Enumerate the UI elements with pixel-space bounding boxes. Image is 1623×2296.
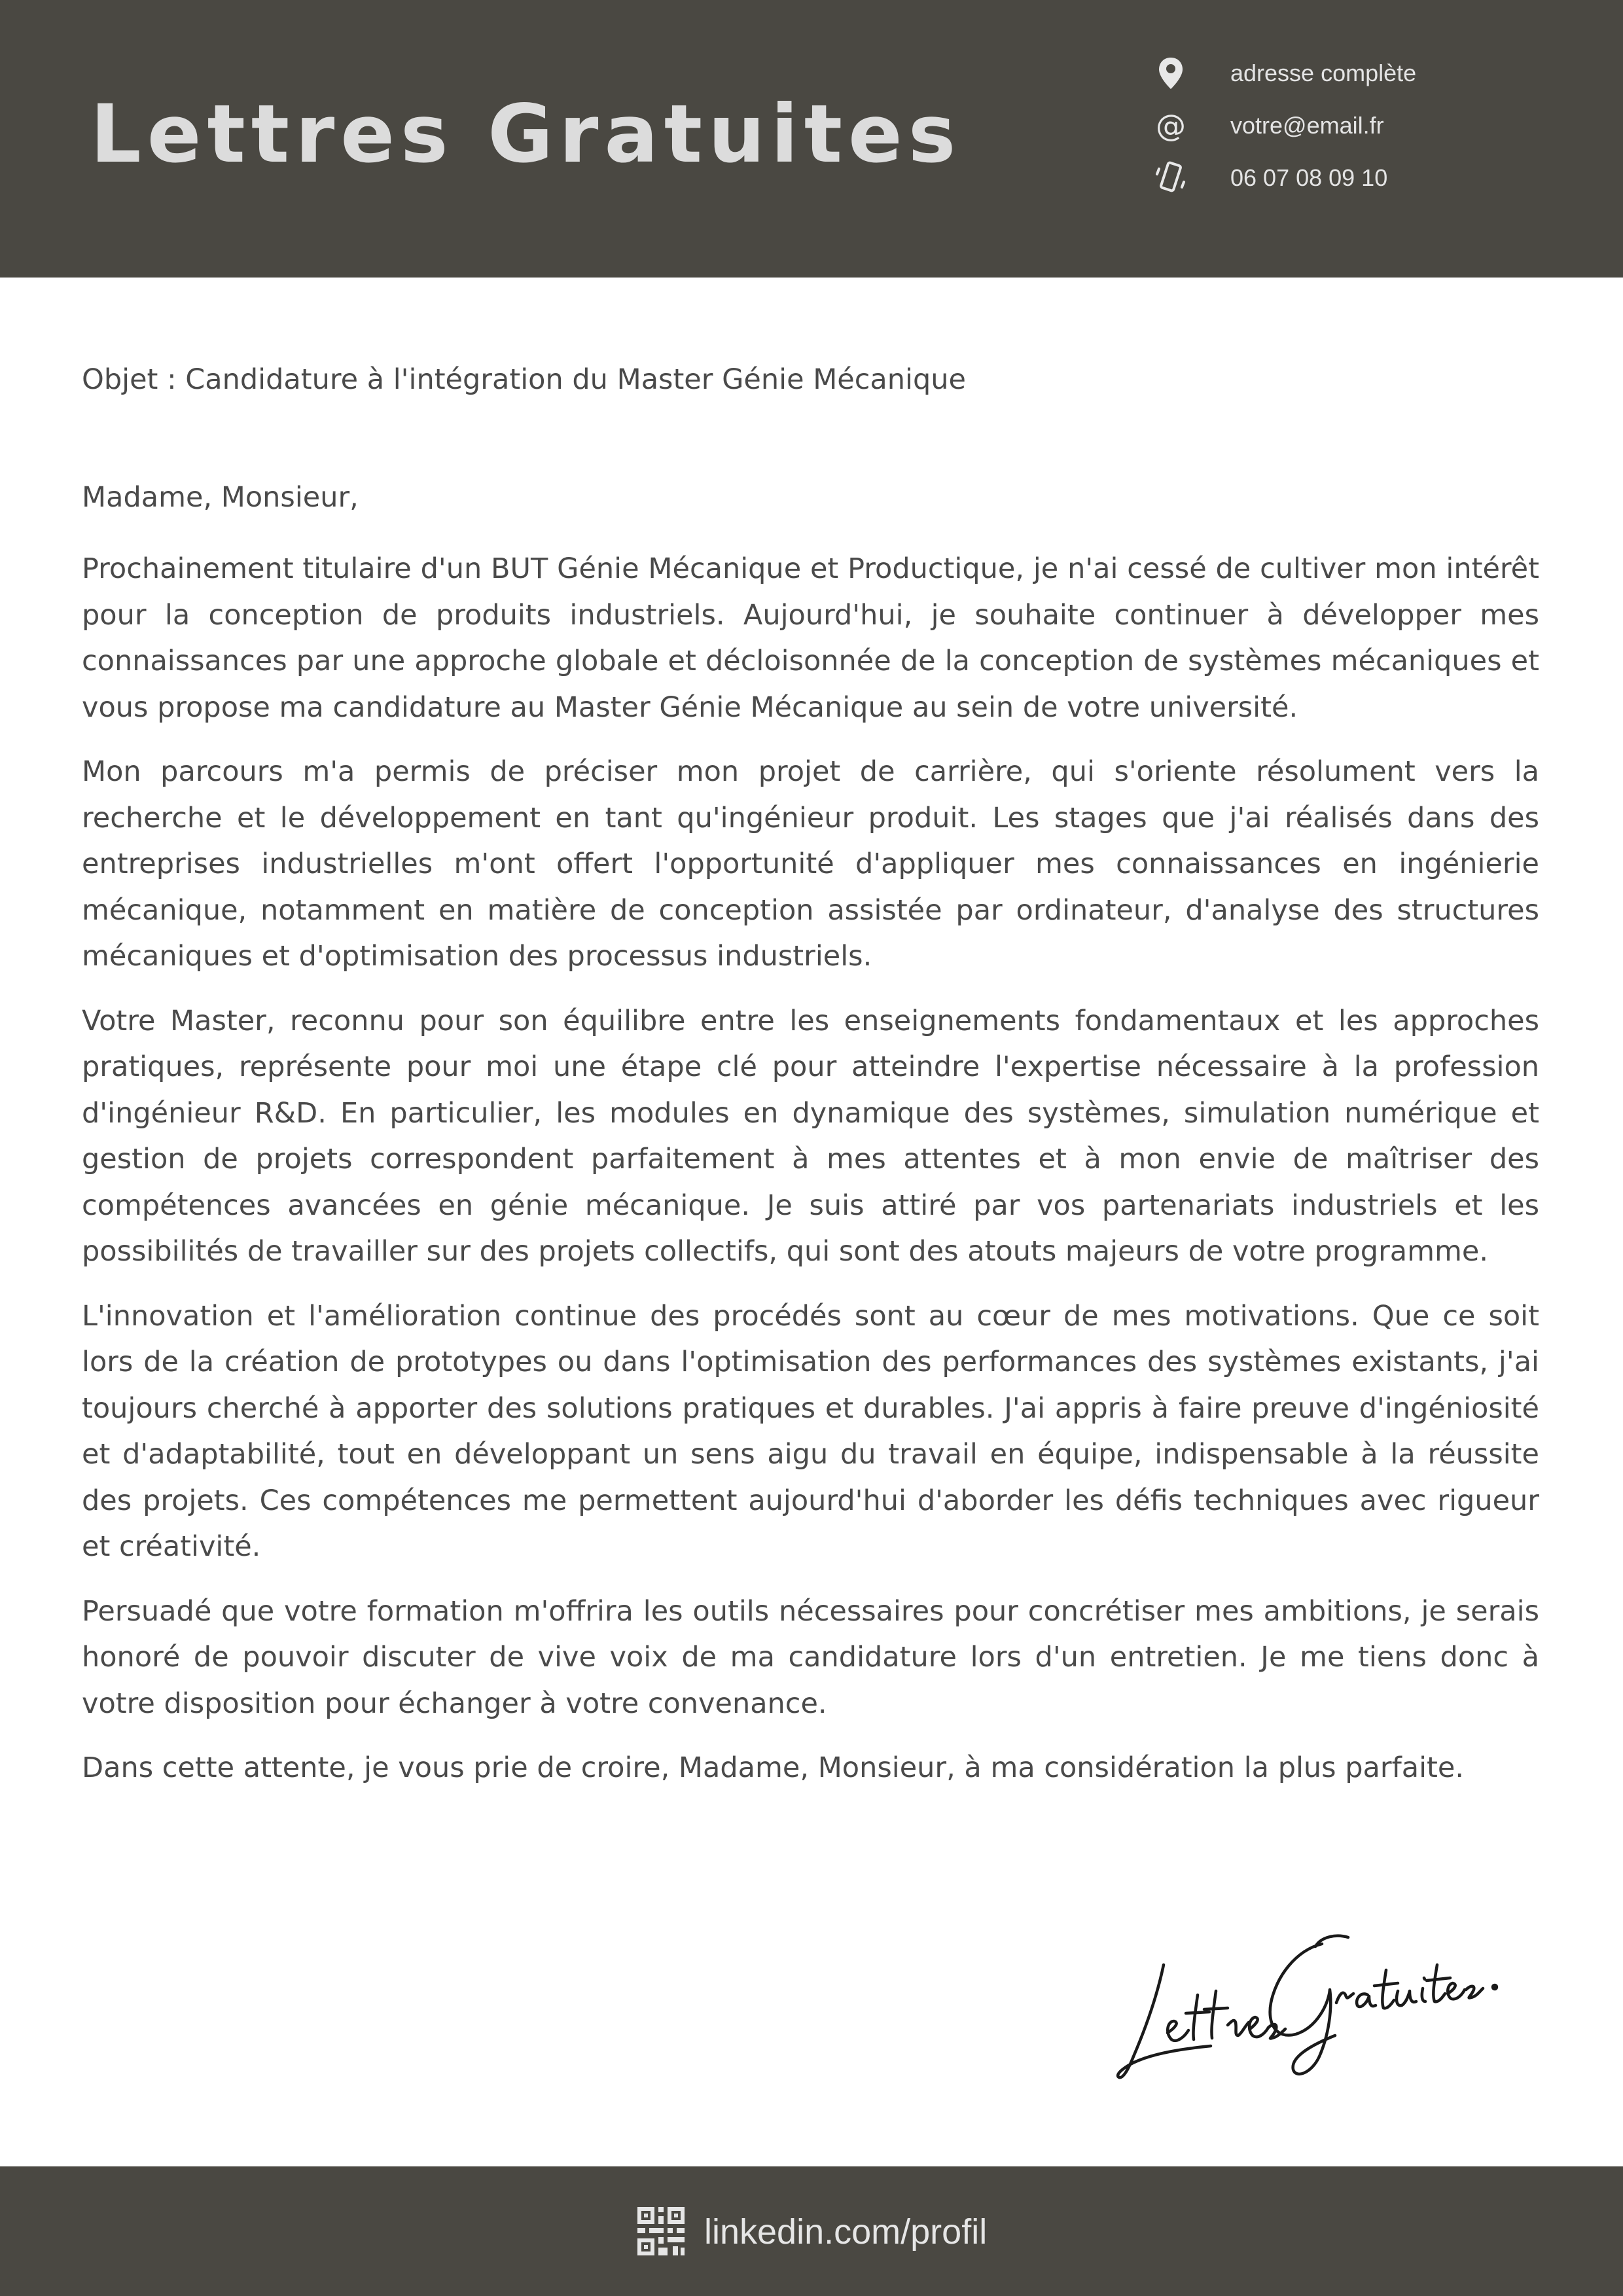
header-band: [0, 0, 1623, 278]
letter-greeting: Madame, Monsieur,: [82, 481, 359, 514]
letter-closing: Dans cette attente, je vous prie de croire, Madame, Monsieur, à ma considération la plus parfaite.: [82, 1751, 1464, 1784]
contact-address: [1152, 52, 1571, 94]
brand-title: Lettres Gratuites: [90, 88, 962, 181]
phone-text[interactable]: 06 07 08 09 10: [1230, 164, 1388, 191]
letter-paragraph: Prochainement titulaire d'un BUT Génie Mécanique et Productique, je n'ai cessé de cultiver mon intérêt pour la conception de produits industriels. Aujourd'hui, je souhaite continuer à développer mes connaissances par une approche globale et décloisonnée de la conception de systèmes mécaniques et vous propose ma candidature au Master Génie Mécanique au sein de votre université.: [82, 552, 1539, 724]
qr-code-icon: [637, 2207, 685, 2255]
letter-subject: Objet : Candidature à l'intégration du Master Génie Mécanique: [82, 363, 966, 396]
letter-body: [82, 353, 1539, 1791]
at-sign-icon: @: [1156, 108, 1186, 143]
map-pin-icon: [1152, 52, 1190, 94]
letter-paragraph: L'innovation et l'amélioration continue des procédés sont au cœur de mes motivations. Que ce soit lors de la création de prototypes ou dans l'optimisation des performances des systèmes existants, j'ai toujours cherché à apporter des solutions pratiques et durables. J'ai appris à faire preuve d'ingéniosité et d'adaptabilité, tout en développant un sens aigu du travail en équipe, indispensable à la réussite des projets. Ces compétences me permettent aujourd'hui d'aborder les défis techniques avec rigueur et créativité.: [82, 1299, 1539, 1563]
letter-paragraph: Mon parcours m'a permis de préciser mon projet de carrière, qui s'oriente résolument vers la recherche et le développement en tant qu'ingénieur produit. Les stages que j'ai réalisés dans des entreprises industrielles m'ont offert l'opportunité d'appliquer mes connaissances en ingénierie mécanique, notamment en matière de conception assistée par ordinateur, d'analyse des structures mécaniques et d'optimisation des processus industriels.: [82, 755, 1539, 973]
phone-icon: [1152, 157, 1190, 199]
linkedin-link[interactable]: [637, 2207, 1004, 2257]
letter-paragraph: Persuadé que votre formation m'offrira les outils nécessaires pour concrétiser mes ambitions, je serais honoré de pouvoir discuter de vive voix de ma candidature lors d'un entretien. Je me tiens donc à votre disposition pour échanger à votre convenance.: [82, 1594, 1539, 1720]
linkedin-text[interactable]: linkedin.com/profil: [704, 2212, 988, 2251]
address-text: adresse complète: [1230, 60, 1417, 86]
contact-phone: [1152, 157, 1571, 199]
footer-band: [0, 2166, 1623, 2296]
letter-paragraph: Votre Master, reconnu pour son équilibre entre les enseignements fondamentaux et les approches pratiques, représente pour moi une étape clé pour atteindre l'expertise nécessaire à la profession d'ingénieur R&D. En particulier, les modules en dynamique des systèmes, simulation numérique et gestion de projets correspondent parfaitement à mes attentes et à mon envie de maîtriser des compétences avancées en génie mécanique. Je suis attiré par vos partenariats industriels et les possibilités de travailler sur des projets collectifs, qui sont des atouts majeurs de votre programme.: [82, 1004, 1539, 1268]
handwritten-signature: [1099, 1918, 1518, 2094]
email-text[interactable]: votre@email.fr: [1230, 112, 1384, 139]
contact-email: [1152, 105, 1571, 147]
